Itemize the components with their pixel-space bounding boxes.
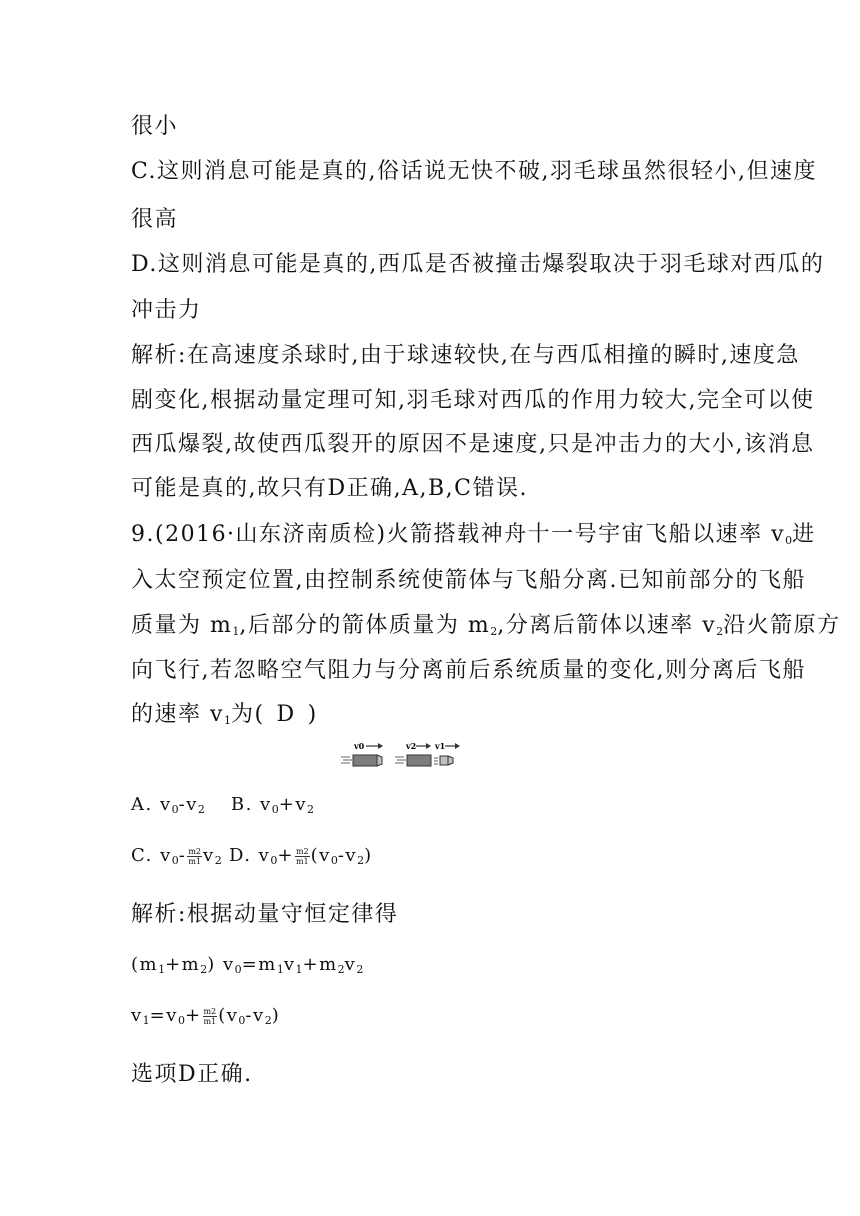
option-a: A. $v_0-v_2$	[131, 794, 205, 816]
arrow-head-icon	[426, 743, 431, 749]
exhaust-icon	[341, 757, 352, 763]
text-line: 很高	[131, 207, 179, 232]
rocket-stage	[407, 755, 431, 766]
fraction: $\frac{m2}{m1}$	[295, 846, 309, 866]
options-cd	[131, 841, 373, 876]
answer-letter: D	[276, 702, 296, 727]
before-separation	[341, 741, 383, 766]
text-line: 很小	[131, 114, 179, 139]
analysis-line: 西瓜爆裂,故使西瓜裂开的原因不是速度,只是冲击力的大小,该消息	[131, 432, 815, 457]
spacecraft-nose	[448, 756, 453, 765]
arrow-head-icon	[455, 743, 460, 749]
label-v2: v2	[406, 741, 417, 751]
option-c-previous: C.这则消息可能是真的,俗话说无快不破,羽毛球虽然很轻小,但速度	[131, 159, 818, 184]
separation-gap-icon	[434, 758, 438, 764]
exhaust-icon	[395, 757, 406, 763]
question-line: 9.(2016·山东济南质检)火箭搭载神舟十一号宇宙飞船以速率 $v_0$进	[131, 522, 816, 547]
arrow-head-icon	[378, 743, 383, 749]
option-d-previous: D.这则消息可能是真的,西瓜是否被撞击爆裂取决于羽毛球对西瓜的	[131, 252, 825, 277]
equation-2: $v_1=v_0+$ $\frac{m2}{m1}$ $(v_0-v_2)$	[131, 1005, 281, 1027]
fraction: $\frac{m2}{m1}$	[203, 1006, 217, 1026]
analysis-line: 解析:在高速度杀球时,由于球速较快,在与西瓜相撞的瞬时,速度急	[131, 343, 800, 368]
question-line: 向飞行,若忽略空气阻力与分离前后系统质量的变化,则分离后飞船	[131, 658, 806, 683]
analysis-line: 剧变化,根据动量定理可知,羽毛球对西瓜的作用力较大,完全可以使	[131, 388, 815, 413]
equation-1: $(m_1+m_2)$ $v_0=m_1v_1+m_2v_2$	[131, 954, 364, 976]
options-ab	[131, 790, 314, 825]
solution-title: 解析:根据动量守恒定律得	[131, 902, 399, 927]
after-separation	[395, 741, 460, 766]
text-line: 冲击力	[131, 298, 202, 323]
label-v0: v0	[354, 741, 365, 751]
question-line: 入太空预定位置,由控制系统使箭体与飞船分离.已知前部分的飞船	[131, 568, 806, 593]
rocket-separation-figure	[340, 740, 470, 772]
option-b: B. $v_0+v_2$	[230, 794, 314, 816]
question-line: 的速率 $v_1$为( D )	[131, 700, 318, 736]
conclusion: 选项D正确.	[131, 1062, 253, 1087]
rocket-body	[353, 755, 377, 766]
option-d: D. $v_0+$ $\frac{m2}{m1}$ $(v_0-v_2)$	[228, 845, 373, 867]
spacecraft	[440, 756, 448, 765]
fraction: $\frac{m2}{m1}$	[188, 846, 202, 866]
option-c: C. $v_0-$ $\frac{m2}{m1}$ $v_2$	[131, 845, 222, 867]
rocket-nose	[377, 755, 382, 766]
question-line: 质量为 $m_1$,后部分的箭体质量为 $m_2$,分离后箭体以速率 $v_2$沿火箭原方	[131, 613, 841, 638]
analysis-line: 可能是真的,故只有D正确,A,B,C错误.	[131, 476, 528, 501]
label-v1: v1	[435, 741, 446, 751]
